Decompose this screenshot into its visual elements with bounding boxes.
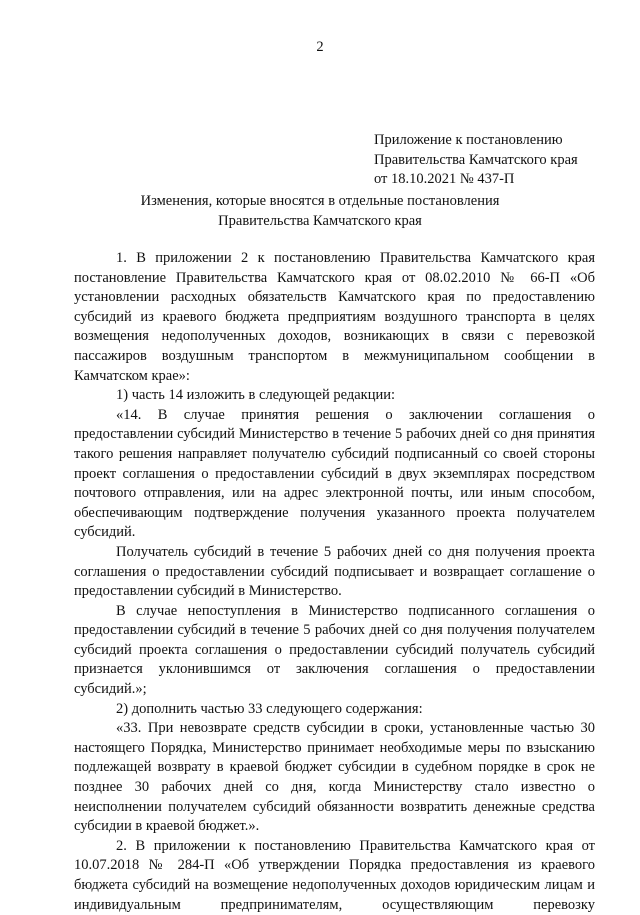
appendix-line: Приложение к постановлению: [374, 132, 563, 148]
title-line: Изменения, которые вносятся в отдельные постановления: [140, 193, 500, 209]
paragraph: В случае непоступления в Министерство подписанного соглашения о предоставлении субсидий в течение 5 рабочих дней со дня получения получателем субсидий проекта соглашения о предоставлении субсидий получатель субсидий признается уклонившимся от заключения соглашения о предоставлении субсидий.»;: [74, 602, 595, 698]
appendix-block: [374, 131, 578, 190]
paragraph: «14. В случае принятия решения о заключении соглашения о предоставлении субсидий Министерство в течение 5 рабочих дней со дня принятия такого решения направляет получателю субсидий подписанный со своей стороны проект соглашения о предоставлении субсидий в двух экземплярах посредством почтового отправления, или на адрес электронной почты, или иным способом, обеспечивающим подтверждение получения указанного проекта получателем субсидий.: [74, 406, 595, 541]
paragraph: 2. В приложении к постановлению Правительства Камчатского края от 10.07.2018 № 284-П «Об утверждении Порядка предоставления из краевого бюджета субсидий на возмещение недополученных доходов юридическим лицам и индивидуальным предпринимателям, осуществляющим перевозку: [74, 837, 595, 913]
paragraph: 1) часть 14 изложить в следующей редакции:: [116, 387, 396, 404]
paragraph: «33. При невозврате средств субсидии в сроки, установленные частью 30 настоящего Порядка, Министерство принимает необходимые меры по взысканию подлежащей возврату в краевой бюджет субсидии в судебном порядке в срок не позднее 30 рабочих дней со дня, когда Министерству стало известно о неисполнении получателем субсидий обязанности возвратить денежные средства субсидии в краевой бюджет.».: [74, 720, 595, 835]
appendix-line: от 18.10.2021 № 437-П: [374, 171, 515, 187]
paragraph: 1. В приложении 2 к постановлению Правительства Камчатского края постановление Правительства Камчатского края от 08.02.2010 № 66-П «Об установлении расходных обязательств Камчатского края по предоставлению субсидий из краевого бюджета предприятиям воздушного транспорта в целях возмещения недополученных доходов, возникающих в связи с перевозкой пассажиров воздушным транспортом в межмуниципальном сообщении в Камчатском крае»:: [74, 250, 595, 384]
title-line: Правительства Камчатского края: [218, 212, 422, 229]
document-body: [74, 249, 595, 915]
appendix-line: Правительства Камчатского края: [374, 151, 578, 168]
paragraph: 2) дополнить частью 33 следующего содержания:: [116, 700, 423, 717]
document-title: [0, 192, 640, 231]
page-number: 2: [316, 39, 324, 55]
paragraph: Получатель субсидий в течение 5 рабочих дней со дня получения проекта соглашения о предоставлении субсидий подписывает и возвращает соглашение о предоставлении субсидий в Министерство.: [74, 543, 595, 600]
